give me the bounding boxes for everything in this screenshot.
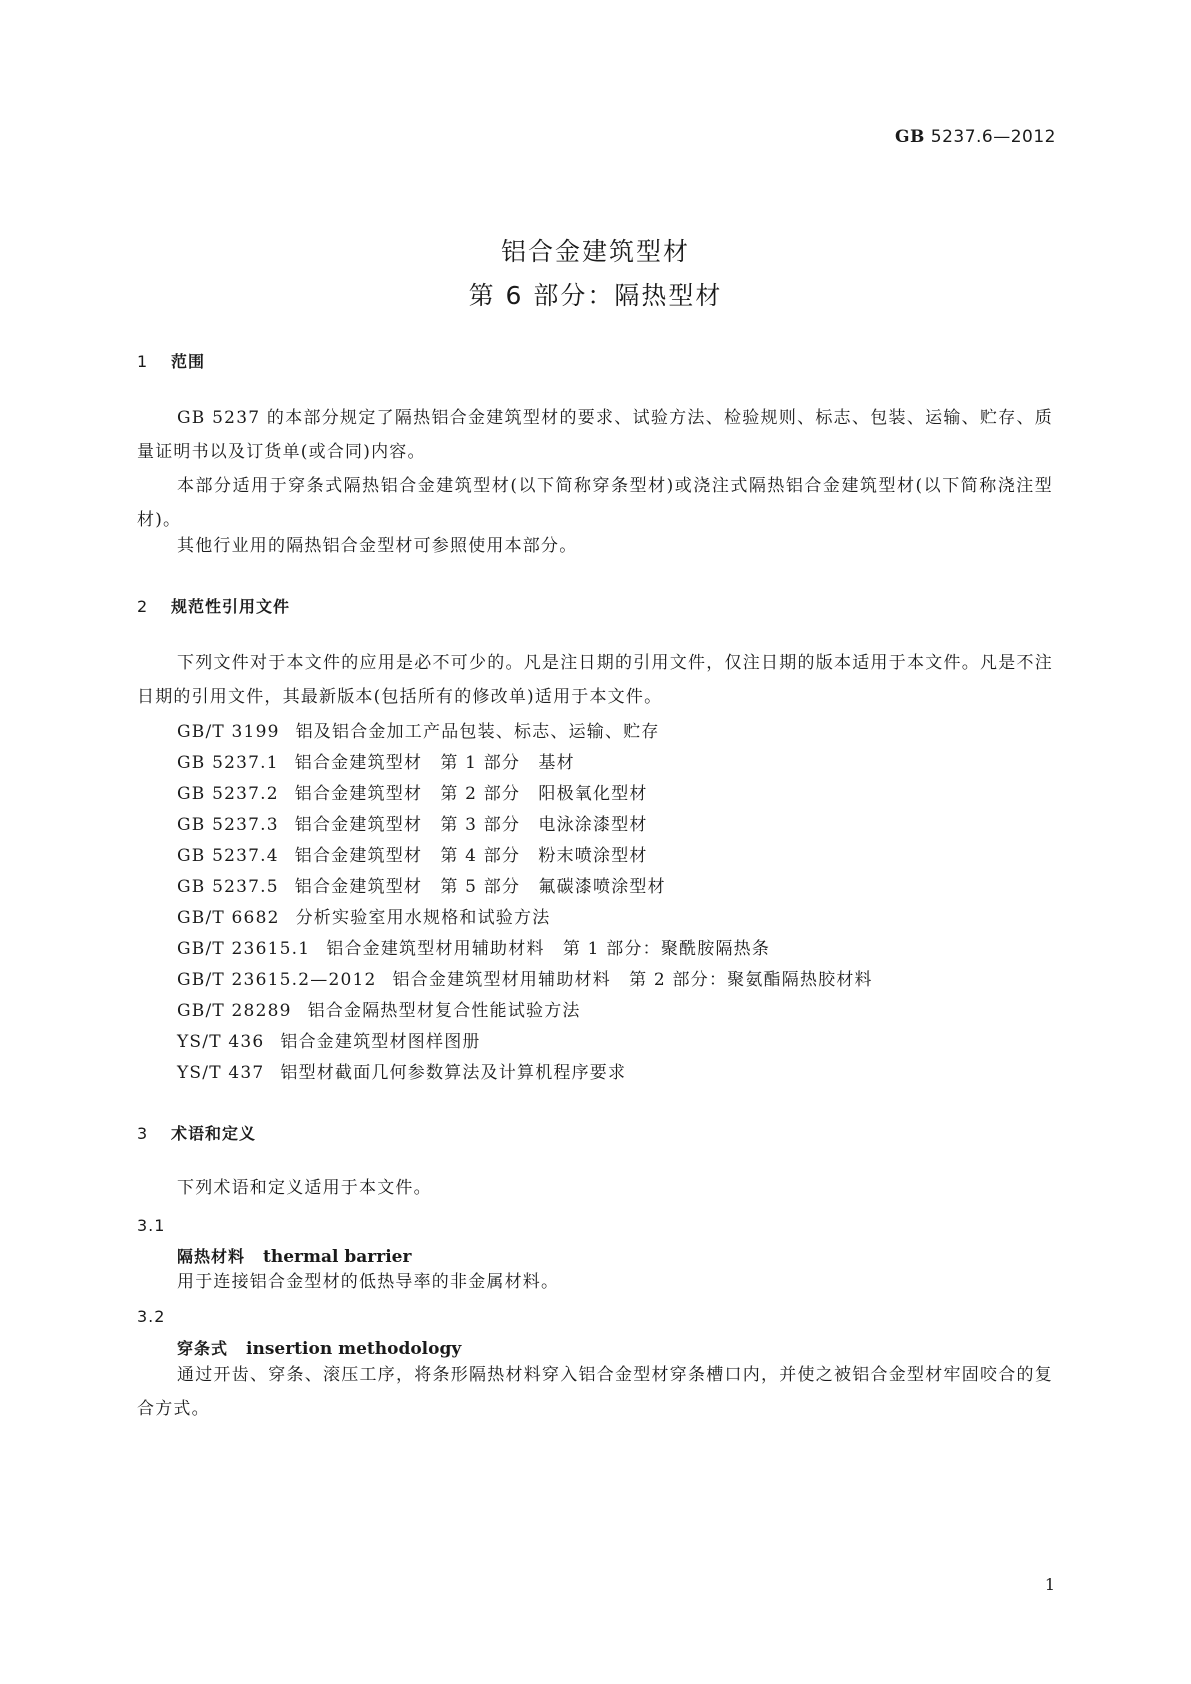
- reference-title: 铝及铝合金加工产品包装、标志、运输、贮存: [295, 722, 660, 742]
- paragraph: 本部分适用于穿条式隔热铝合金建筑型材(以下简称穿条型材)或浇注式隔热铝合金建筑型材(以下简称浇注型材)。: [137, 476, 1053, 530]
- reference-code: GB/T 3199: [177, 722, 280, 742]
- reference-code: GB/T 23615.1: [177, 939, 311, 959]
- reference-item: [177, 779, 648, 804]
- term-definition: 通过开齿、穿条、滚压工序，将条形隔热材料穿入铝合金型材穿条槽口内，并使之被铝合金型材牢固咬合的复合方式。: [137, 1365, 1053, 1419]
- reference-code: GB/T 23615.2—2012: [177, 970, 377, 990]
- reference-title: 铝型材截面几何参数算法及计算机程序要求: [280, 1063, 627, 1083]
- section-heading-normative-references: [137, 594, 290, 617]
- reference-title: 铝合金建筑型材 第 4 部分 粉末喷涂型材: [294, 846, 648, 866]
- reference-code: GB 5237.1: [177, 753, 279, 773]
- term-chinese: 穿条式: [177, 1339, 229, 1358]
- reference-item: [177, 934, 770, 959]
- reference-item: [177, 748, 575, 773]
- reference-item: [177, 1027, 481, 1052]
- reference-code: GB 5237.2: [177, 784, 279, 804]
- reference-code: GB 5237.4: [177, 846, 279, 866]
- standard-code: [895, 127, 1056, 147]
- section-number: 2: [137, 597, 149, 616]
- reference-item: [177, 965, 873, 990]
- reference-item: [177, 872, 666, 897]
- reference-title: 铝合金隔热型材复合性能试验方法: [307, 1001, 581, 1021]
- section-title: 术语和定义: [171, 1124, 257, 1143]
- reference-title: 铝合金建筑型材 第 3 部分 电泳涂漆型材: [294, 815, 648, 835]
- document-title: 铝合金建筑型材: [500, 237, 690, 266]
- section-number: 1: [137, 352, 149, 371]
- page-number: 1: [1044, 1575, 1055, 1594]
- paragraph: 其他行业用的隔热铝合金型材可参照使用本部分。: [177, 536, 578, 556]
- term-entry: [177, 1336, 461, 1359]
- reference-title: 铝合金建筑型材用辅助材料 第 2 部分：聚氨酯隔热胶材料: [392, 970, 873, 990]
- reference-code: GB/T 6682: [177, 908, 280, 928]
- reference-item: [177, 903, 550, 928]
- term-entry: [177, 1244, 411, 1267]
- term-english: thermal barrier: [263, 1247, 412, 1267]
- document-subtitle: 第 6 部分：隔热型材: [468, 281, 723, 310]
- reference-code: YS/T 436: [177, 1032, 265, 1052]
- reference-title: 铝合金建筑型材 第 2 部分 阳极氧化型材: [294, 784, 648, 804]
- term-chinese: 隔热材料: [177, 1247, 246, 1266]
- reference-title: 铝合金建筑型材 第 1 部分 基材: [294, 753, 575, 773]
- paragraph: GB 5237 的本部分规定了隔热铝合金建筑型材的要求、试验方法、检验规则、标志、包装、运输、贮存、质量证明书以及订货单(或合同)内容。: [137, 408, 1053, 462]
- reference-title: 分析实验室用水规格和试验方法: [295, 908, 551, 928]
- reference-item: [177, 996, 581, 1021]
- reference-code: GB/T 28289: [177, 1001, 292, 1021]
- section-title: 范围: [171, 352, 206, 371]
- paragraph: 下列文件对于本文件的应用是必不可少的。凡是注日期的引用文件，仅注日期的版本适用于本文件。凡是不注日期的引用文件，其最新版本(包括所有的修改单)适用于本文件。: [137, 653, 1053, 707]
- section-title: 规范性引用文件: [171, 597, 291, 616]
- reference-item: [177, 810, 648, 835]
- standard-number: 5237.6—2012: [930, 127, 1056, 147]
- reference-code: GB 5237.5: [177, 877, 279, 897]
- reference-title: 铝合金建筑型材图样图册: [280, 1032, 481, 1052]
- reference-item: [177, 841, 648, 866]
- section-heading-scope: [137, 349, 205, 372]
- paragraph: 下列术语和定义适用于本文件。: [177, 1178, 432, 1198]
- term-number: 3.1: [137, 1216, 166, 1235]
- reference-item: [177, 1058, 626, 1083]
- term-number: 3.2: [137, 1307, 166, 1326]
- reference-item: [177, 717, 660, 742]
- reference-title: 铝合金建筑型材 第 5 部分 氟碳漆喷涂型材: [294, 877, 666, 897]
- term-definition: 用于连接铝合金型材的低热导率的非金属材料。: [177, 1272, 560, 1292]
- reference-code: GB 5237.3: [177, 815, 279, 835]
- standard-prefix: GB: [894, 127, 925, 147]
- term-english: insertion methodology: [246, 1339, 462, 1359]
- section-heading-terms-and-definitions: [137, 1121, 256, 1144]
- section-number: 3: [137, 1124, 149, 1143]
- reference-title: 铝合金建筑型材用辅助材料 第 1 部分：聚酰胺隔热条: [326, 939, 771, 959]
- reference-code: YS/T 437: [177, 1063, 265, 1083]
